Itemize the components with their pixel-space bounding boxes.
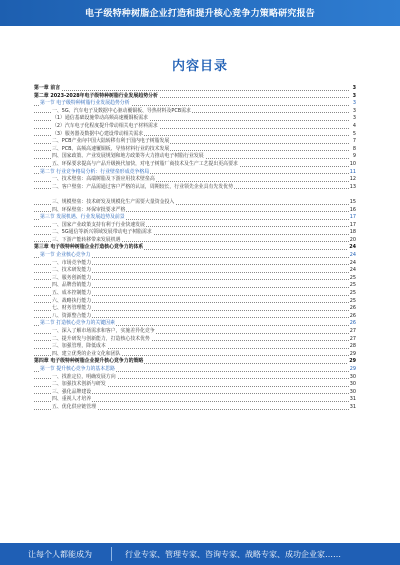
toc-entry-text: 第二节 行业竞争格局分析：行业壁垒形成竞争格局: [40, 168, 150, 175]
toc-entry-text: 一、找准定位，明确发展方向: [52, 373, 116, 380]
report-title: 电子级特种树脂企业打造和提升核心竞争力策略研究报告: [84, 9, 315, 19]
toc-page-number: 30: [349, 388, 356, 395]
toc-page-number: 20: [349, 236, 356, 243]
toc-page-number: 8: [352, 145, 356, 152]
toc-page-number: 16: [349, 206, 356, 213]
toc-page-number: 12: [349, 176, 356, 183]
toc-page-number: 3: [352, 85, 356, 91]
toc-entry[interactable]: [34, 396, 356, 404]
toc-page-number: 29: [349, 358, 356, 365]
toc-page-number: 29: [349, 365, 356, 372]
toc-page-number: 3: [352, 100, 356, 107]
toc-page-number: 10: [349, 160, 356, 167]
toc-entry-text: 第三节 发展机遇、行业发展趋势及前景: [40, 214, 125, 221]
toc-page-number: 17: [349, 214, 356, 221]
toc-page-number: 18: [349, 229, 356, 236]
toc-entry[interactable]: [34, 153, 356, 161]
toc-page-number: 25: [349, 282, 356, 289]
toc-page-number: 26: [349, 320, 356, 327]
toc-entry[interactable]: [34, 100, 356, 108]
toc-entry[interactable]: [34, 381, 356, 389]
toc-entry-text: 五、优化供应链管理: [52, 403, 97, 410]
footer-slogan: 让每个人都能成为: [28, 550, 92, 559]
toc-entry-text: （2）汽车电子化程度提升带动相关电子材料需求: [52, 122, 158, 129]
toc-entry[interactable]: [34, 199, 356, 207]
toc-entry-text: 四、重视人才培养: [52, 396, 92, 403]
toc-entry-text: 第一章 前言: [34, 85, 61, 91]
toc-entry[interactable]: [34, 123, 356, 131]
toc-page-number: 27: [349, 328, 356, 334]
toc-entry-text: 第四章 电子级特种树脂企业提升核心竞争力的策略: [34, 358, 144, 365]
toc-entry-text: 第一节 企业核心竞争力: [40, 252, 91, 259]
toc-entry-text: 一、市场竞争能力: [52, 259, 92, 266]
toc-entry[interactable]: [34, 161, 356, 169]
toc-entry-text: 三、规模壁垒：技术研发及规模化生产需要大量资金投入: [52, 198, 175, 205]
toc-entry-text: （1）通信基础设施带动高频高速覆铜板需求: [52, 115, 149, 122]
toc-page-number: 13: [349, 183, 356, 190]
toc-page-number: 5: [352, 130, 356, 137]
toc-entry[interactable]: [34, 290, 356, 298]
toc-page-number: 9: [352, 153, 356, 160]
footer-divider: [111, 547, 112, 561]
toc-page-number: 3: [352, 92, 356, 99]
toc-entry-text: 二、加强技术创新与研发: [52, 381, 106, 388]
toc-page-number: 25: [349, 297, 356, 304]
page-header-banner: [0, 0, 400, 26]
toc-page-number: 3: [352, 115, 356, 122]
toc-entry-text: 一、深入了解市场需求和客户，实施差异化竞争: [52, 328, 155, 334]
toc-page-number: 29: [349, 350, 356, 357]
toc-entry[interactable]: [34, 207, 356, 215]
toc-entry-text: （3）服务器及数据中心建设带动相关需求: [52, 130, 144, 137]
toc-entry-text: 第三章 电子级特种树脂企业打造核心竞争力的体系: [34, 244, 144, 251]
toc-entry-text: 八、资源整合能力: [52, 312, 92, 319]
toc-entry-text: 第二节 打造核心竞争力的关键因素: [40, 320, 115, 327]
toc-entry[interactable]: [34, 176, 356, 184]
toc-entry-text: 五、环保要求提高与产品升级换代加快，对电子树脂厂商技术及生产工艺提出更高要求: [52, 160, 238, 167]
toc-entry-text: 二、提升研发与创新能力，打造核心技术优势: [52, 335, 150, 342]
toc-entry[interactable]: [34, 366, 356, 374]
toc-entry[interactable]: [34, 138, 356, 146]
toc-entry[interactable]: [34, 328, 356, 336]
toc-entry[interactable]: [34, 267, 356, 275]
toc-page-number: 31: [349, 396, 356, 403]
toc-entry-text: 三、加强管理，降低成本: [52, 343, 106, 350]
toc-page-number: 25: [349, 290, 356, 297]
toc-entry-text: 第二章 2023-2028年电子级特种树脂行业发展趋势分析: [34, 92, 158, 99]
toc-entry[interactable]: [34, 343, 356, 351]
toc-page-number: 30: [349, 381, 356, 388]
toc-entry-text: 二、PCB产业向中国大陆转移有利于国内电子树脂发展: [52, 138, 170, 145]
toc-page-number: 30: [349, 373, 356, 380]
toc-entry[interactable]: [34, 184, 356, 192]
toc-entry[interactable]: [34, 115, 356, 123]
toc-entry-text: 三、强化品牌建设: [52, 388, 92, 395]
toc-title: 内容目录: [171, 59, 228, 74]
toc-page-number: 25: [349, 274, 356, 281]
toc-page-number: 27: [349, 335, 356, 342]
toc-entry-text: 二、客户壁垒：产品需通过客户严格的认证，周期较长，行业领先企业具有先发优势: [52, 183, 233, 190]
toc-entry-text: 第一节 电子级特种树脂行业发展趋势分析: [40, 100, 130, 107]
toc-entry[interactable]: [34, 191, 356, 199]
toc-page-number: 7: [352, 138, 356, 145]
toc-page-number: 15: [349, 198, 356, 205]
toc-page-number: 3: [352, 107, 356, 114]
toc-entry-text: 一、5G、汽车电子及数据中心驱动覆铜板、导热材料及PCB需求: [52, 107, 191, 114]
toc-entry-text: 六、战略执行能力: [52, 297, 92, 304]
toc-entry[interactable]: [34, 169, 356, 177]
toc-entry-text: 五、成本控制能力: [52, 290, 92, 297]
toc-entry[interactable]: [34, 404, 356, 412]
toc-entry-text: 二、5G通信等新兴领域发展带动电子树脂需求: [52, 229, 152, 236]
toc-entry-text: [52, 191, 53, 197]
toc-entry[interactable]: [34, 252, 356, 260]
toc-entry-text: 一、技术壁垒：高端树脂及下游应用技术壁垒高: [52, 176, 155, 183]
toc-page-number: 4: [352, 122, 356, 129]
toc-entry-text: 三、服务创新能力: [52, 274, 92, 281]
table-of-contents: [34, 85, 356, 412]
toc-leader-dots: [34, 90, 349, 91]
toc-page-number: 24: [349, 267, 356, 274]
toc-entry[interactable]: [34, 85, 356, 93]
toc-entry[interactable]: [34, 214, 356, 222]
toc-page-number: 24: [349, 244, 356, 251]
toc-entry-text: 四、品牌营销能力: [52, 282, 92, 289]
page-footer-banner: [0, 543, 400, 565]
toc-entry[interactable]: [34, 320, 356, 328]
toc-entry[interactable]: [34, 282, 356, 290]
toc-entry[interactable]: [34, 358, 356, 366]
toc-entry-text: 四、建立优秀的企业文化和团队: [52, 350, 121, 357]
toc-page-number: 24: [349, 259, 356, 266]
toc-entry[interactable]: [34, 305, 356, 313]
toc-entry[interactable]: [34, 244, 356, 252]
toc-entry-text: 三、下游产能转移带来发展机遇: [52, 236, 121, 243]
toc-page-number: 24: [349, 252, 356, 259]
footer-tagline: 行业专家、管理专家、咨询专家、战略专家、成功企业家……: [125, 550, 341, 559]
toc-page-number: 28: [349, 343, 356, 350]
toc-entry[interactable]: [34, 229, 356, 237]
toc-page-number: 26: [349, 305, 356, 312]
toc-entry-text: 四、国家政策、产业发展规划和地方政策等大力推动电子树脂行业发展: [52, 153, 204, 160]
toc-entry-text: 七、财务管理能力: [52, 305, 92, 312]
toc-page-number: 17: [349, 221, 356, 228]
toc-entry-text: 四、环保壁垒：环保审批要求严格: [52, 206, 126, 213]
toc-page-number: 26: [349, 312, 356, 319]
toc-page-number: 31: [349, 403, 356, 410]
toc-entry-text: 三、PCB、高频高速覆铜板、导热材料行业的技术发展: [52, 145, 170, 152]
toc-page-number: 11: [349, 168, 356, 175]
toc-entry-text: 一、国家产业政策支持有利于行业快速发展: [52, 221, 145, 228]
toc-entry-text: 第一节 提升核心竞争力的基本思路: [40, 365, 115, 372]
toc-entry-text: 二、技术研发能力: [52, 267, 92, 274]
